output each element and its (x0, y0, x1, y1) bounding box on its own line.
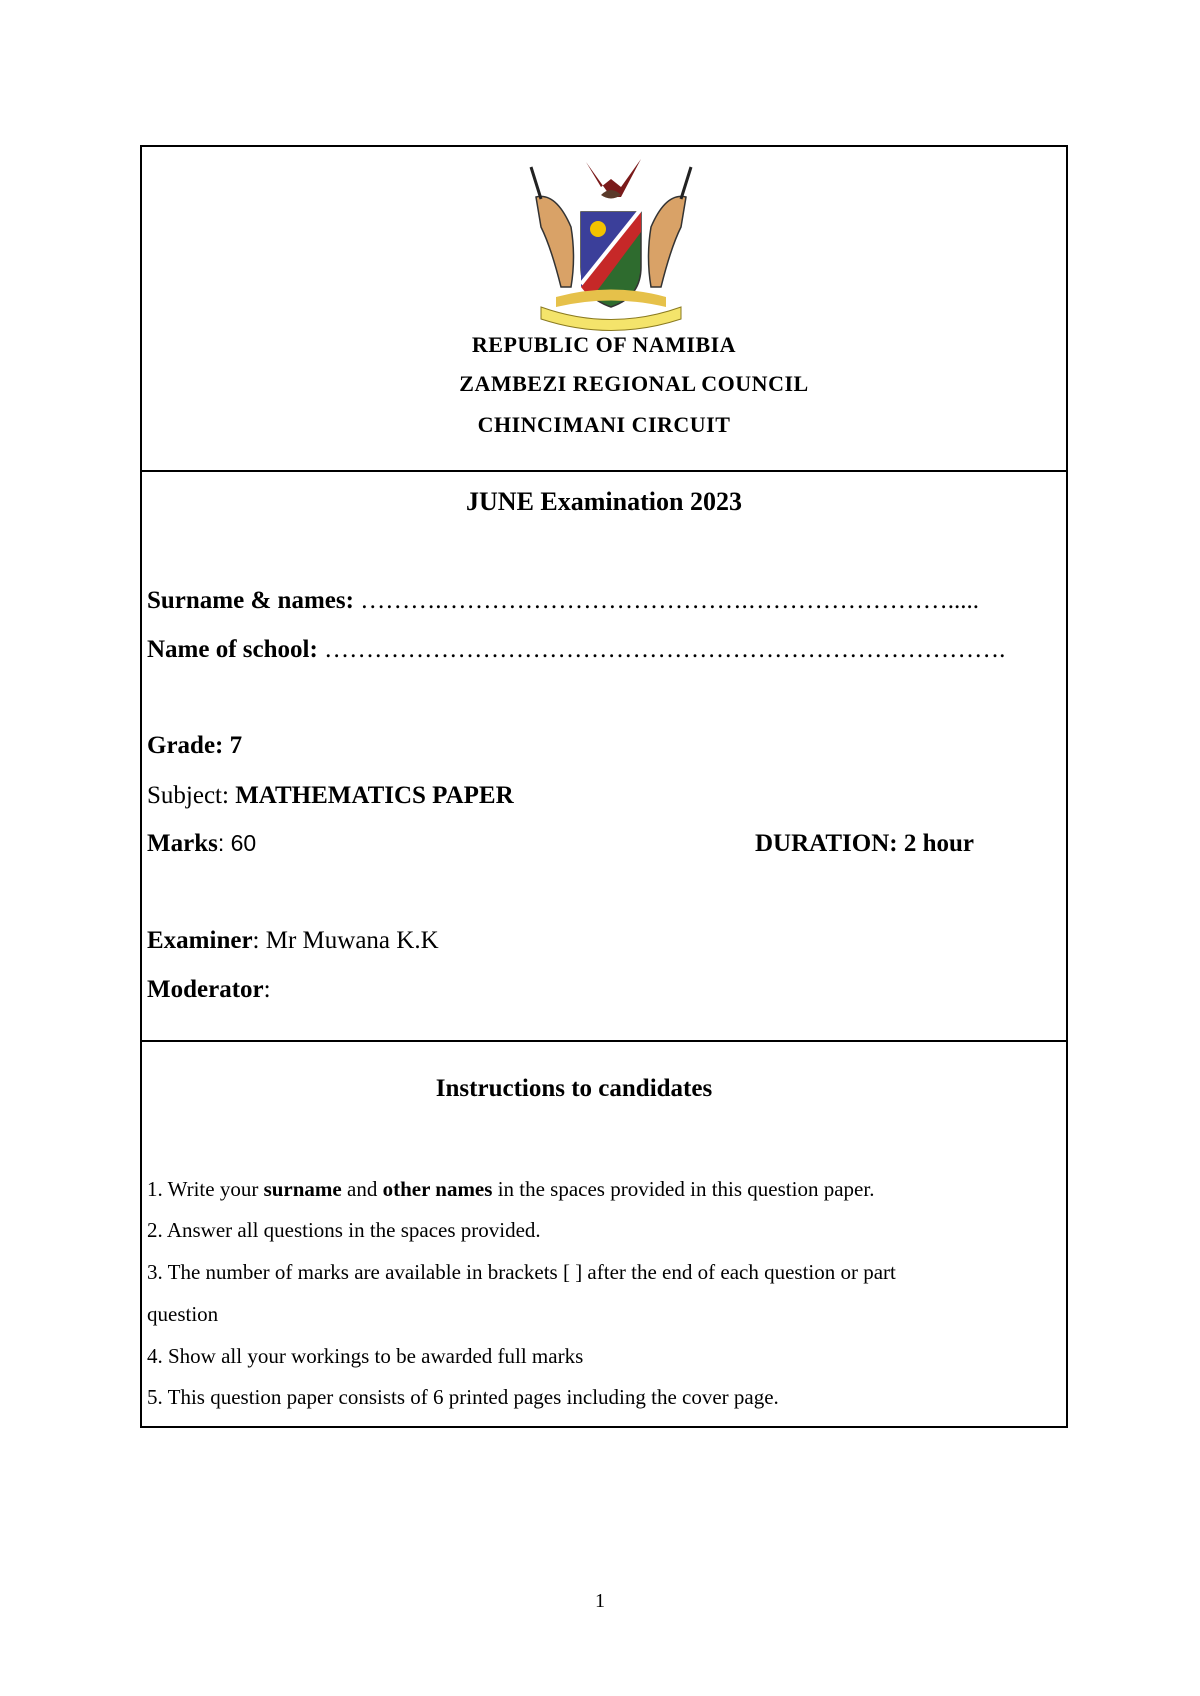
instruction-1-other-names: other names (382, 1177, 493, 1201)
marks-line (147, 830, 256, 858)
school-label: Name of school: (147, 636, 318, 663)
header-divider (142, 470, 1066, 472)
marks-label: Marks (147, 830, 218, 857)
moderator-value: : (263, 976, 271, 1003)
moderator-line (147, 976, 271, 1004)
council-heading: ZAMBEZI REGIONAL COUNCIL (459, 371, 809, 396)
instruction-2: 2. Answer all questions in the spaces provided. (147, 1218, 541, 1242)
surname-label: Surname & names: (147, 587, 354, 614)
exam-title: JUNE Examination 2023 (466, 487, 742, 516)
grade-label: Grade: 7 (147, 732, 243, 759)
school-dots: ………………………………………………………………………. (324, 636, 1006, 663)
instruction-1-text-e: in the spaces provided in this question paper. (492, 1177, 875, 1201)
instructions-title: Instructions to candidates (435, 1075, 713, 1102)
cover-frame (140, 145, 1068, 1428)
instruction-1 (147, 1177, 874, 1202)
examiner-label: Examiner (147, 927, 253, 954)
moderator-label: Moderator (147, 976, 264, 1003)
surname-dots: ……….……………………………….……………………..... (360, 587, 979, 614)
subject-line (147, 782, 514, 810)
examiner-value: : Mr Muwana K.K (252, 927, 439, 954)
circuit-heading: CHINCIMANI CIRCUIT (477, 412, 731, 437)
marks-value: : 60 (217, 830, 257, 856)
instruction-5: 5. This question paper consists of 6 printed pages including the cover page. (147, 1385, 779, 1409)
instructions-divider (142, 1040, 1066, 1042)
subject-value: MATHEMATICS PAPER (235, 782, 514, 809)
subject-label: Subject: (147, 782, 229, 809)
instruction-1-text-c: and (341, 1177, 383, 1201)
duration-value: DURATION: 2 hour (755, 830, 974, 857)
examiner-line (147, 927, 439, 955)
instruction-4: 4. Show all your workings to be awarded full marks (147, 1344, 584, 1368)
duration-line (755, 830, 974, 858)
instruction-3: 3. The number of marks are available in brackets [ ] after the end of each question or part (147, 1260, 896, 1284)
grade-line (147, 732, 242, 760)
instruction-3-cont: question (147, 1302, 219, 1326)
school-field[interactable] (147, 636, 1005, 664)
instruction-1-surname: surname (263, 1177, 342, 1201)
instruction-1-text-a: 1. Write your (147, 1177, 264, 1201)
surname-field[interactable] (147, 587, 979, 615)
coat-of-arms-icon (516, 157, 706, 332)
page-number: 1 (595, 1590, 605, 1612)
country-heading: REPUBLIC OF NAMIBIA (471, 332, 737, 357)
